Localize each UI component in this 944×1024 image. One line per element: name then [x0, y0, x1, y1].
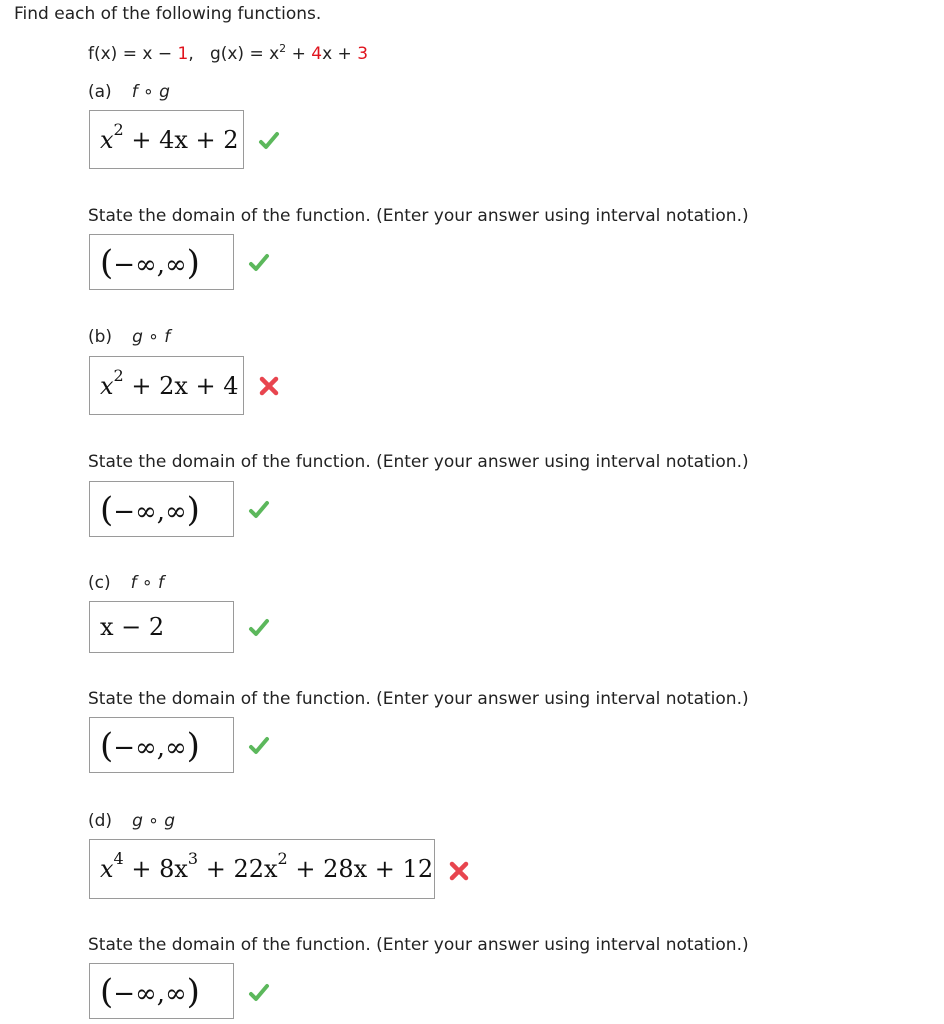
part-d-domain-answer: (−∞,∞): [100, 971, 200, 1012]
part-d-domain-input[interactable]: [89, 963, 234, 1019]
part-a-domain-answer: (−∞,∞): [100, 242, 200, 283]
part-d-label: [88, 811, 175, 831]
checkmark-icon: [248, 252, 270, 274]
part-a-answer: $x^2 + 4x + 2$: [100, 119, 239, 154]
part-a-answer-input[interactable]: [89, 110, 244, 169]
part-b-label: [88, 327, 170, 347]
part-c-answer: x − 2: [100, 613, 165, 641]
part-c-domain-answer: (−∞,∞): [100, 725, 200, 766]
part-b-letter: (b): [88, 327, 113, 347]
separator: ,: [188, 44, 194, 64]
part-b-operation: g ∘ f: [132, 327, 171, 347]
part-c-operation: f ∘ f: [130, 573, 165, 593]
part-a-operation: f ∘ g: [131, 82, 170, 102]
g-coefficient: 4: [311, 44, 323, 64]
g-exponent: 2: [279, 42, 287, 55]
part-b-answer-input[interactable]: [89, 356, 244, 415]
checkmark-icon: [248, 982, 270, 1004]
part-a-label: [88, 82, 170, 102]
x-mark-icon: [258, 375, 280, 397]
part-c-label: [88, 573, 164, 593]
f-definition: f(x) = x −: [88, 44, 173, 64]
f-constant: 1: [177, 44, 189, 64]
g-constant: 3: [357, 44, 369, 64]
part-a-domain-input[interactable]: [89, 234, 234, 290]
part-d-domain-prompt: State the domain of the function. (Enter your answer using interval notation.): [88, 935, 749, 955]
checkmark-icon: [248, 617, 270, 639]
g-plus: +: [291, 44, 306, 64]
part-c-answer-input[interactable]: [89, 601, 234, 653]
part-d-letter: (d): [88, 811, 113, 831]
part-c-domain-input[interactable]: [89, 717, 234, 773]
part-c-letter: (c): [88, 573, 111, 593]
part-c-domain-prompt: State the domain of the function. (Enter your answer using interval notation.): [88, 689, 749, 709]
part-b-answer: $x^2 + 2x + 4$: [100, 365, 239, 400]
checkmark-icon: [258, 130, 280, 152]
part-b-domain-prompt: State the domain of the function. (Enter your answer using interval notation.): [88, 452, 749, 472]
x-mark-icon: [448, 860, 470, 882]
question-prompt: Find each of the following functions.: [14, 4, 322, 24]
checkmark-icon: [248, 735, 270, 757]
part-b-domain-answer: (−∞,∞): [100, 489, 200, 530]
g-definition: g(x) = x: [209, 44, 280, 64]
part-d-answer-input[interactable]: [89, 839, 435, 899]
part-a-letter: (a): [88, 82, 112, 102]
part-d-answer: $x^4 + 8x^3 + 22x^2 + 28x + 12$: [100, 849, 434, 883]
checkmark-icon: [248, 499, 270, 521]
function-definitions: [88, 44, 368, 64]
part-d-operation: g ∘ g: [132, 811, 176, 831]
part-a-domain-prompt: State the domain of the function. (Enter your answer using interval notation.): [88, 206, 749, 226]
part-b-domain-input[interactable]: [89, 481, 234, 537]
g-middle: x +: [322, 44, 352, 64]
